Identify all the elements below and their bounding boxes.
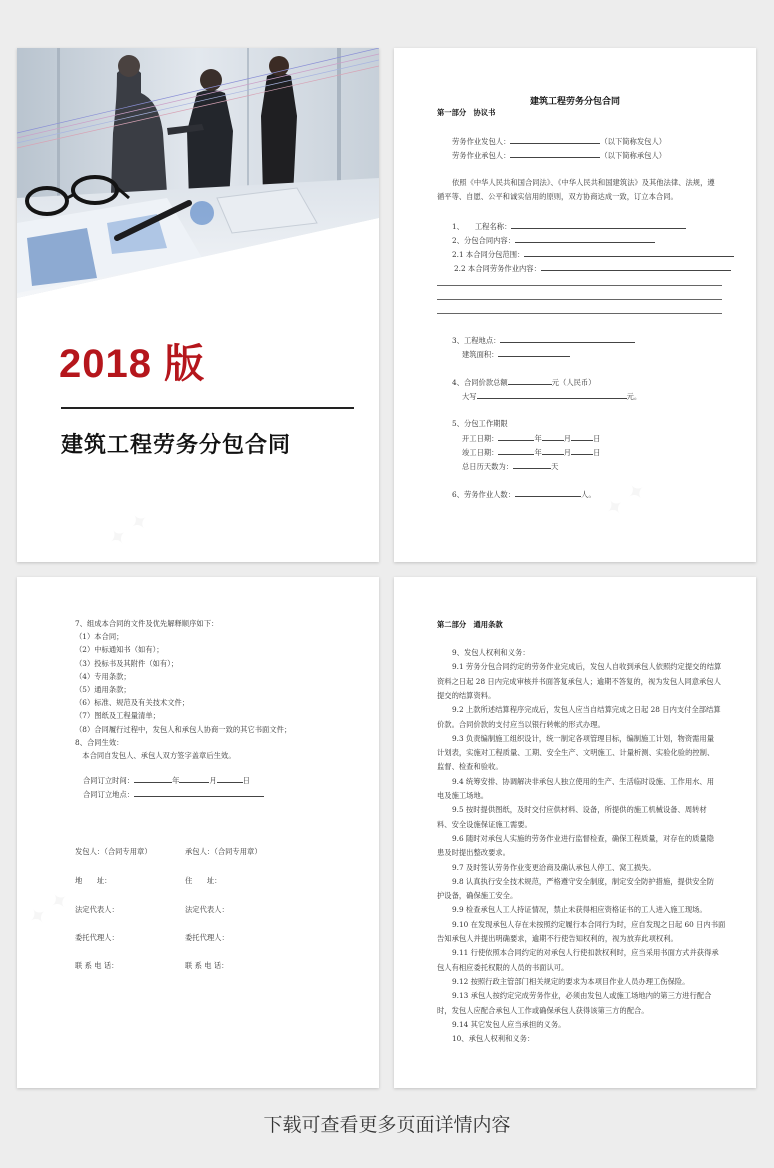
blank-line (524, 249, 734, 257)
clause-line: 9.14 其它发包人应当承担的义务。 (452, 1019, 566, 1029)
day-label: 日 (593, 434, 601, 443)
item-3-label: 3、工程地点： (452, 336, 501, 345)
day-label: 日 (242, 776, 250, 785)
item-6 (452, 489, 596, 500)
party-b-label: 劳务作业承包人： (452, 151, 511, 160)
clause-line: 9.3 负责编制施工组织设计，统一制定各项管理目标，编制施工计划，物资需用量 (452, 733, 715, 743)
item-4-unit: 元（人民币） (551, 378, 596, 387)
party-b-field: 联 系 电 话： (185, 961, 229, 970)
clause-line: 9.12 按照行政主管部门相关规定的要求为本项目作业人员办理工伤保险。 (452, 976, 690, 986)
clause-line: （8）合同履行过程中，发包人和承包人协商一致的其它书面文件； (75, 724, 292, 734)
month-label: 月 (563, 448, 572, 457)
party-a-field: 发包人：（合同专用章） (75, 847, 152, 856)
month-label: 月 (209, 776, 217, 785)
party-b-field: 委托代理人： (185, 933, 229, 942)
blank-line (515, 235, 655, 243)
blank-line (437, 299, 722, 300)
item-1 (452, 221, 686, 232)
clause-line: 7、组成本合同的文件及优先解释顺序如下： (75, 619, 219, 628)
clause-line: 料、安全设施保证施工需要。 (437, 819, 532, 829)
cover-title: 建筑工程劳务分包合同 (61, 433, 292, 458)
blank-line (542, 433, 564, 441)
item-5: 5、分包工作期限 (452, 419, 508, 428)
blank-line (541, 263, 731, 271)
item-6-end: 人。 (581, 490, 596, 499)
blank-line (513, 461, 551, 469)
clause-line: 9.7 及时签认劳务作业变更洽商及确认承包人停工、窝工损失。 (452, 862, 656, 872)
party-a-label: 劳务作业发包人： (452, 137, 511, 146)
section-heading: 第二部分 通用条款 (437, 620, 503, 629)
start-label: 开工日期： (462, 434, 499, 443)
clause-line: （7）图纸及工程量清单； (75, 711, 160, 721)
clause-line: 9.6 随时对承包人实施的劳务作业进行监督检查，确保工程质量，对存在的质量隐 (452, 833, 715, 843)
sign-time (83, 775, 250, 786)
year-label: 年 (534, 448, 542, 457)
blank-line (498, 447, 534, 455)
blank-line (217, 775, 243, 783)
clause-line: 9.10 在发现承包人存在未按照约定履行本合同行为时，应自发现之日起 60 日内书面 (452, 919, 726, 929)
item-1-label: 1、 工程名称： (452, 222, 512, 231)
blank-line (500, 335, 635, 343)
party-a-field: 地 址： (75, 876, 112, 885)
start-date (462, 433, 600, 444)
blank-line (515, 489, 581, 497)
clause-line: 告知承包人并提出明确要求，逾期不行使告知权利的，视为放弃此项权利。 (437, 934, 678, 943)
clause-line: 提交的结算资料。 (437, 690, 496, 700)
download-prompt: 下载可查看更多页面详情内容 (263, 1114, 511, 1136)
party-b-field: 住 址： (185, 876, 222, 885)
sign-time-label: 合同订立时间： (83, 776, 135, 785)
sign-place (83, 789, 264, 800)
clause-line: 9.2 上款所述结算程序完成后，发包人应当自结算完成之日起 28 日内支付全部结算 (452, 705, 721, 715)
cover-page (17, 48, 379, 562)
clause-line: 监督、检查和验收。 (437, 762, 503, 772)
watermark (24, 886, 75, 932)
year-label: 年 (534, 434, 542, 443)
clause-line: （6）标准、规范及有关技术文件； (75, 698, 190, 708)
cover-divider (61, 407, 354, 409)
clause-line: 9.13 承包人按约定完成劳务作业，必须由发包人或施工场地内的第三方进行配合 (452, 991, 712, 1001)
clause-line: （2）中标通知书（如有）； (75, 645, 164, 655)
blank-line (571, 447, 593, 455)
clause-line: 本合同自发包人、承包人双方签字盖章后生效。 (75, 751, 236, 760)
blank-line (134, 775, 172, 783)
clause-line: 9.1 劳务分包合同约定的劳务作业完成后，发包人自收到承包人依照约定提交的结算 (452, 662, 722, 672)
clause-line: 资料之日起 28 日内完成审核并书面答复承包人；逾期不答复的，视为发包人同意承包人 (437, 676, 721, 686)
clause-line: 计划表，实施对工程质量、工期、安全生产、文明施工、计量析测、实验化验的控制、 (437, 748, 715, 758)
blank-line (498, 433, 534, 441)
watermark (104, 507, 155, 553)
party-b-field: 承包人：（合同专用章） (185, 847, 262, 856)
clause-line: （1）本合同； (75, 632, 124, 642)
clause-line: 9.9 检查承包人工人持证情况，禁止未获得相应资格证书的工人进入施工现场。 (452, 905, 707, 915)
section-heading: 第一部分 协议书 (437, 108, 496, 117)
intro-line-1: 依照《中华人民共和国合同法》、《中华人民共和国建筑法》及其他法律、法规，遵 (452, 178, 715, 187)
blank-line (510, 150, 600, 158)
year-label: 年 (172, 776, 180, 785)
clause-line: 8、合同生效： (75, 737, 124, 747)
clause-line: 9.8 认真执行安全技术规范，严格遵守安全制度，制定安全防护措施，提供安全防 (452, 876, 715, 886)
finish-label: 竣工日期： (462, 448, 499, 457)
party-a-field: 法定代表人： (75, 905, 119, 914)
item-2 (452, 235, 655, 246)
clause-line: 时，发包人应配合承包人工作或确保承包人获得该第三方的配合。 (437, 1005, 649, 1015)
item-4 (452, 377, 596, 388)
clause-line: （3）投标书及其附件（如有）； (75, 658, 179, 668)
clause-line: 护设备，确保施工安全。 (437, 891, 518, 901)
blank-line (477, 391, 627, 399)
item-2-1 (452, 249, 734, 260)
clause-line: 9.4 统筹安排、协调解决非承包人独立使用的生产、生活临时设施、工作用水、用 (452, 776, 715, 786)
total-days-label: 总日历天数为： (462, 462, 514, 471)
blank-line (498, 349, 570, 357)
blank-line (511, 221, 686, 229)
agreement-page-2 (17, 577, 379, 1088)
blank-line (510, 136, 600, 144)
item-2-2-label: 2.2 本合同劳务作业内容： (454, 264, 541, 273)
day-unit: 天 (551, 462, 559, 471)
total-days (462, 461, 558, 472)
sign-place-label: 合同订立地点： (83, 790, 135, 799)
agreement-page (394, 48, 756, 562)
party-b-line (452, 150, 666, 161)
party-a-note: （以下简称发包人） (600, 137, 667, 146)
general-terms-page (394, 577, 756, 1088)
blank-line (508, 377, 552, 385)
business-handshake-photo (17, 48, 379, 298)
clause-line: 9、发包人权利和义务： (452, 648, 530, 657)
item-2-label: 2、分包合同内容： (452, 236, 516, 245)
blank-line (134, 789, 264, 797)
day-label: 日 (593, 448, 601, 457)
intro-line-2: 循平等、自愿、公平和诚实信用的原则，双方协商达成一致，订立本合同。 (437, 192, 678, 201)
clause-line: 10、承包人权利和义务： (452, 1034, 535, 1044)
clause-line: 价款。合同价款的支付应当以银行转帐的形式办理。 (437, 719, 605, 729)
clause-line: 患及时提出整改要求。 (437, 848, 510, 858)
upper-label: 大写 (462, 392, 477, 401)
blank-line (437, 285, 722, 286)
document-title: 建筑工程劳务分包合同 (529, 97, 620, 107)
party-a-line (452, 136, 666, 147)
item-4-upper (462, 391, 641, 402)
item-3 (452, 335, 635, 346)
blank-line (542, 447, 564, 455)
clause-line: 9.5 按时提供图纸，及时交付应供材料、设备，所提供的施工机械设备、周转材 (452, 805, 707, 815)
watermark (601, 477, 652, 523)
party-a-field: 委托代理人： (75, 933, 119, 942)
item-2-2 (454, 263, 731, 274)
finish-date (462, 447, 600, 458)
area-label: 建筑面积： (462, 350, 499, 359)
item-4-end: 元。 (626, 392, 642, 401)
clause-line: （5）通用条款； (75, 685, 131, 694)
party-a-field: 联 系 电 话： (75, 961, 119, 970)
item-3-area (462, 349, 570, 360)
blank-line (571, 433, 593, 441)
clause-line: 包人有相应委托权限的人员的书面认可。 (437, 962, 569, 972)
clause-line: 电及施工场地。 (437, 791, 489, 800)
party-b-note: （以下简称承包人） (600, 151, 667, 160)
month-label: 月 (563, 434, 572, 443)
item-2-1-label: 2.1 本合同分包范围： (452, 250, 525, 259)
edition-year: 2018 版 (59, 342, 206, 386)
item-4-label: 4、合同价款总额 (452, 378, 508, 387)
clause-line: 9.11 行使依照本合同约定的对承包人行使扣款权利时，应当采用书面方式并获得承 (452, 948, 719, 958)
blank-line (437, 313, 722, 314)
blank-line (179, 775, 209, 783)
clause-line: （4）专用条款； (75, 671, 131, 681)
party-b-field: 法定代表人： (185, 905, 229, 914)
item-6-label: 6、劳务作业人数： (452, 490, 516, 499)
